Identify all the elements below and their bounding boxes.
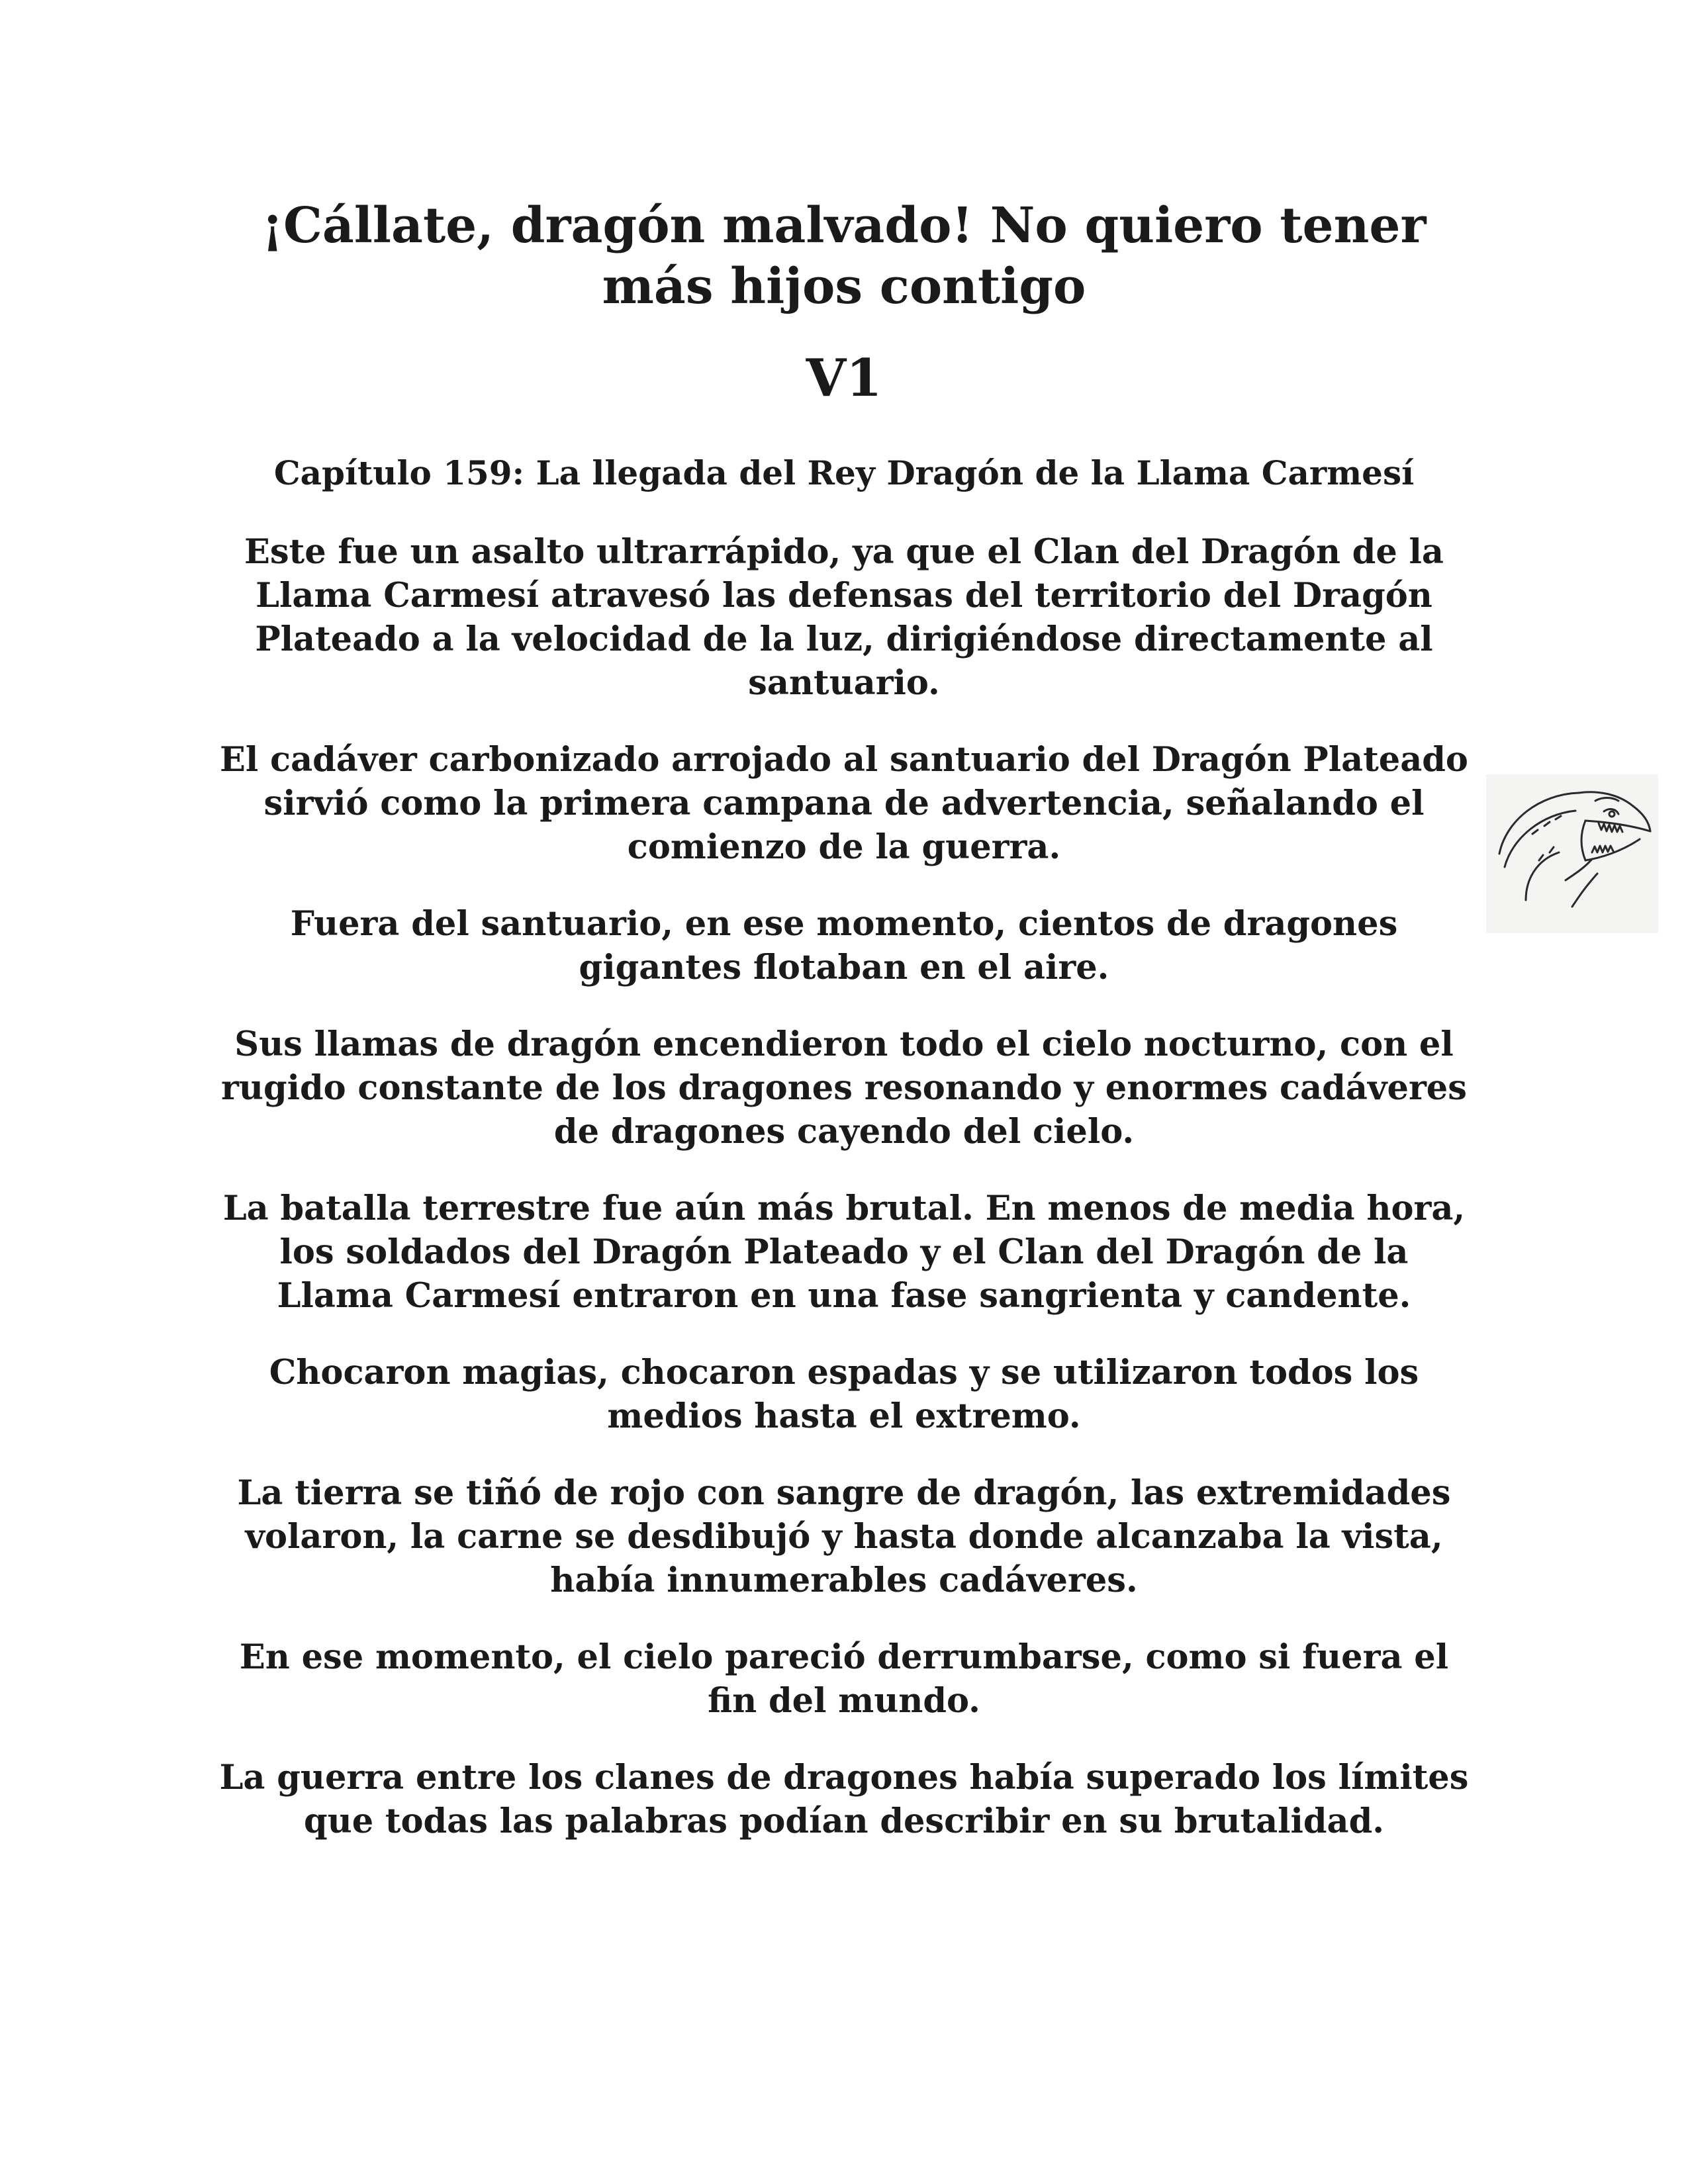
paragraph-3: Fuera del santuario, en ese momento, cientos de dragones gigantes flotaban en el aire. (290, 904, 1398, 987)
book-title: ¡Cállate, dragón malvado! No quiero tener más hijos contigo (261, 197, 1427, 315)
paragraph-7: La tierra se tiñó de rojo con sangre de dragón, las extremidades volaron, la carne se desdibujó y hasta donde alcanzaba la vista, había innumerables cadáveres. (237, 1473, 1451, 1600)
paragraph-2: El cadáver carbonizado arrojado al santuario del Dragón Plateado sirvió como la primera campana de advertencia, señalando el comienzo de la guerra. (220, 740, 1468, 867)
paragraph-4: Sus llamas de dragón encendieron todo el cielo nocturno, con el rugido constante de los dragones resonando y enormes cadáveres de dragones cayendo del cielo. (221, 1024, 1467, 1152)
paragraph-6: Chocaron magias, chocaron espadas y se utilizaron todos los medios hasta el extremo. (269, 1353, 1419, 1436)
paragraph-5: La batalla terrestre fue aún más brutal. En menos de media hora, los soldados del Dragón Plateado y el Clan del Dragón de la Llama Carmesí entraron en una fase sangrienta y candente. (222, 1189, 1466, 1316)
dragon-head-icon (1486, 774, 1658, 933)
paragraph-9: La guerra entre los clanes de dragones había superado los límites que todas las palabras podían describir en su brutalidad. (219, 1758, 1469, 1841)
paragraph-1: Este fue un asalto ultrarrápido, ya que el Clan del Dragón de la Llama Carmesí atravesó las defensas del territorio del Dragón Plateado a la velocidad de la luz, dirigiéndose directamente al santuario. (244, 532, 1444, 703)
volume-label: V1 (806, 348, 882, 408)
paragraph-8: En ese momento, el cielo pareció derrumbarse, como si fuera el fin del mundo. (239, 1637, 1449, 1721)
document-content (218, 195, 1470, 1843)
chapter-heading: Capítulo 159: La llegada del Rey Dragón de la Llama Carmesí (273, 453, 1415, 492)
